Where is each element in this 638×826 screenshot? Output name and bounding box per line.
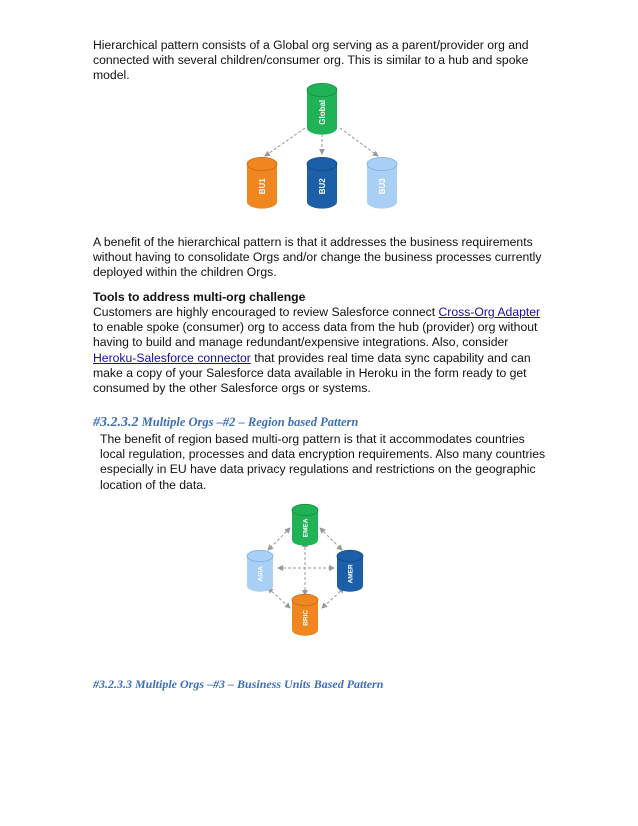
connector-global-bu1 — [265, 128, 305, 156]
db-cylinder-bu3 — [367, 157, 397, 208]
tools-paragraph — [93, 305, 553, 396]
intro-paragraph: Hierarchical pattern consists of a Global org serving as a parent/provider org and connected with several children/consumer org. This is similar to a hub and spoke model. — [93, 38, 529, 83]
tools-heading: Tools to address multi-org challenge — [93, 290, 306, 304]
section-2-title: Multiple Orgs –#2 – Region based Pattern — [138, 415, 359, 429]
db-label-bu2: BU2 — [317, 178, 327, 195]
db-label-bu3: BU3 — [377, 178, 387, 195]
section-2-number: #3.2.3.2 — [93, 415, 139, 430]
tools-text-1: Customers are highly encouraged to review Salesforce connect — [93, 305, 439, 319]
db-cylinder-bu1 — [247, 157, 277, 208]
db-cylinder-amer — [337, 550, 363, 591]
section-3-heading — [93, 675, 383, 693]
db-cylinder-emea — [292, 504, 318, 545]
heroku-connector-link[interactable]: Heroku-Salesforce connector — [93, 350, 251, 365]
cross-org-adapter-link[interactable]: Cross-Org Adapter — [438, 305, 541, 319]
db-cylinder-asia — [247, 550, 273, 591]
region-diagram — [240, 500, 380, 640]
db-label-emea: EMEA — [302, 518, 310, 538]
connector-global-bu3 — [340, 128, 378, 156]
db-cylinder-bu2 — [307, 157, 337, 208]
connector-asia-bric — [268, 588, 290, 608]
db-label-amer: AMER — [347, 564, 355, 584]
connector-emea-asia — [268, 528, 290, 550]
hierarchical-diagram — [230, 80, 430, 210]
benefit-paragraph: A benefit of the hierarchical pattern is that it addresses the business requirements without having to consolidate Orgs and/or change the business processes currently deployed within the children Orgs. — [93, 235, 542, 280]
section-3-title: #3.2.3.3 Multiple Orgs –#3 – Business Units Based Pattern — [93, 677, 384, 691]
connector-emea-amer — [320, 528, 342, 550]
section-2-heading — [93, 413, 358, 431]
db-label-asia: ASIA — [257, 566, 265, 582]
db-cylinder-bric — [292, 594, 318, 635]
connector-amer-bric — [322, 588, 344, 608]
db-label-bric: BRIC — [302, 609, 310, 626]
tools-text-3: that provides real time data sync capability and can make a copy of your Salesforce data available in Heroku in the form ready to get consumed by the other Salesforce orgs or systems. — [93, 350, 531, 396]
section-2-body: The benefit of region based multi-org pattern is that it accommodates countries local regulation, processes and data encryption requirements. Also many countries especially in EU have data privacy regulations and restrictions on the geographic location of the data. — [100, 432, 546, 492]
db-label-global: Global — [317, 99, 327, 125]
db-cylinder-global — [307, 83, 337, 134]
tools-text-2: to enable spoke (consumer) org to access data from the hub (provider) org without having to build and manage redundant/expensive integrations. Also, consider — [93, 320, 538, 350]
db-label-bu1: BU1 — [257, 178, 267, 195]
